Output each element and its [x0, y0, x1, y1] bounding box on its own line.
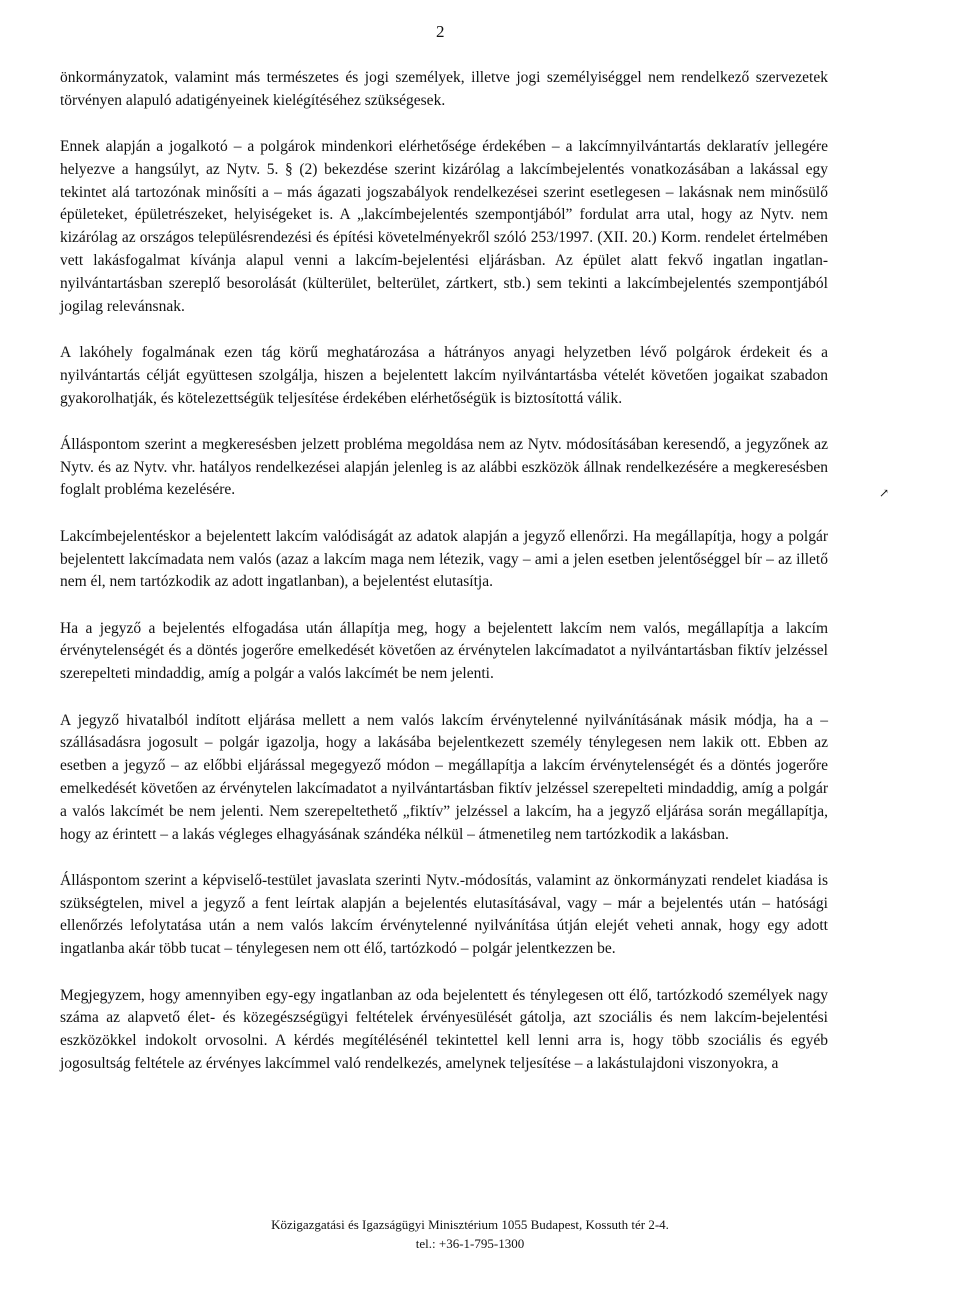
paragraph-invalid-address: Ha a jegyző a bejelentés elfogadása után állapítja meg, hogy a bejelentett lakcím nem valós, megállapítja a lakcím érvénytelenségét és a döntés jogerőre emelkedését követően az érvénytelen lakcímadatot a nyilvántartásban fiktív jelzéssel szerepelteti mindaddig, amíg a polgár a valós lakcímét be nem jelenti. [60, 619, 828, 683]
paragraph-position-2: Álláspontom szerint a képviselő-testület javaslata szerinti Nytv.-módosítás, valamint az önkormányzati rendelet kiadása is szükségtelen, mivel a jegyző a fent leírtak alapján a bejelentés elutasításával, vagy – már a bejelentés után – hatósági ellenőrzés lefolytatása után a nem valós lakcím érvénytelenné nyilvánítása útján elejét veheti annak, hogy egy adott ingatlanba akár több tucat – ténylegesen nem ott élő, tartózkodó – polgár jelentkezzen be. [60, 871, 828, 958]
paragraph-legal-basis: Ennek alapján a jogalkotó – a polgárok mindenkori elérhetősége érdekében – a lakcímnyilvántartás deklaratív jellegére helyezve a hangsúlyt, az Nytv. 5. § (2) bekezdése szerint kizárólag a lakcímbejelentés vonatkozásában a lakással egy tekintet alá tartozónak minősíti a – más ágazati jogszabályok rendelkezései szerint esetlegesen – lakásnak nem minősülő épületeket, épületrészeket, helyiségeket is. A „lakcímbejelentés szempontjából” fordulat arra utal, hogy az Nytv. nem kizárólag az országos településrendezési és építési követelményekről szóló 253/1997. (XII. 20.) Korm. rendelet értelmében vett lakásfogalmat kívánja alapul venni a lakcím-bejelentési eljárásban. Az épület alatt fekvő ingatlan ingatlan-nyilvántartásban szereplő besorolását (külterület, belterület, zártkert, stb.) sem tekinti a lakcímbejelentés szempontjából jogilag relevánsnak. [60, 138, 828, 315]
paragraph-remark: Megjegyzem, hogy amennyiben egy-egy ingatlanban az oda bejelentett és ténylegesen ott élő, tartózkodó személyek nagy száma az alapvető élet- és közegészségügyi feltételek érvényesülését gátolja, azt szociális és nem lakcím-bejelentési eszközökkel indokolt orvosolni. A kérdés megítélésénél tekintettel kell lenni arra is, hogy több szociális és egyéb jogosultság feltétele az érvényes lakcímmel való rendelkezés, amelynek teljesítése – a lakástulajdoni viszonyokra, a [60, 986, 828, 1072]
footer-phone: tel.: +36-1-795-1300 [415, 1236, 525, 1251]
footer-address: Közigazgatási és Igazságügyi Minisztérium 1055 Budapest, Kossuth tér 2-4. [271, 1217, 669, 1232]
paragraph-ex-officio-procedure: A jegyző hivatalból indított eljárása mellett a nem valós lakcím érvénytelenné nyilvánításának másik módja, ha a – szállásadásra jogosult – polgár igazolja, hogy a lakásába bejelentkezett személy ténylegesen nem lakik ott. Ebben az esetben a jegyző – az előbbi eljárással megegyező módon – megállapítja a lakcím érvénytelenségét és a döntés jogerőre emelkedését követően az érvénytelen lakcímadatot a nyilvántartásban fiktív jelzéssel szerepelteti mindaddig, amíg a polgár a valós lakcímét be nem jelenti. Nem szerepeltethető „fiktív” jelzéssel a lakcím, ha a jegyző eljárása során megállapítja, hogy az érintett – a lakás végleges elhagyásának szándéka nélkül – átmenetileg nem tartózkodik a lakásban. [60, 711, 828, 843]
paragraph-position-1: Álláspontom szerint a megkeresésben jelzett probléma megoldása nem az Nytv. módosításában keresendő, a jegyzőnek az Nytv. és az Nytv. vhr. hatályos rendelkezései alapján jelenleg is az alábbi eszközök állnak rendelkezésére a megkeresésben foglalt probléma kezelésére. [60, 435, 828, 499]
scan-mark: ↗ [879, 486, 890, 500]
page-number: 2 [436, 22, 445, 41]
paragraph-continuation: önkormányzatok, valamint más természetes és jogi személyek, illetve jogi személyiséggel nem rendelkező szervezetek törvényen alapuló adatigényeinek kielégítéséhez szükségesek. [60, 69, 828, 109]
page-footer [0, 1215, 960, 1253]
document-body [60, 67, 828, 1099]
paragraph-residence-concept: A lakóhely fogalmának ezen tág körű meghatározása a hátrányos anyagi helyzetben lévő polgárok érdekeit és a nyilvántartás célját együttesen szolgálja, hiszen a bejelentett lakcím nyilvántartásba vételét követően jogaikat szabadon gyakorolhatják, és kötelezettségük teljesítése érdekében elérhetőségük is biztosítottá válik. [60, 343, 828, 407]
paragraph-address-verification: Lakcímbejelentéskor a bejelentett lakcím valódiságát az adatok alapján a jegyző ellenőrzi. Ha megállapítja, hogy a polgár bejelentett lakcímadata nem valós (azaz a lakcím maga nem létezik, vagy – ami a jelen esetben jelentőséggel bír – az illető nem él, nem tartózkodik az adott ingatlanban), a bejelentést elutasítja. [60, 527, 828, 591]
